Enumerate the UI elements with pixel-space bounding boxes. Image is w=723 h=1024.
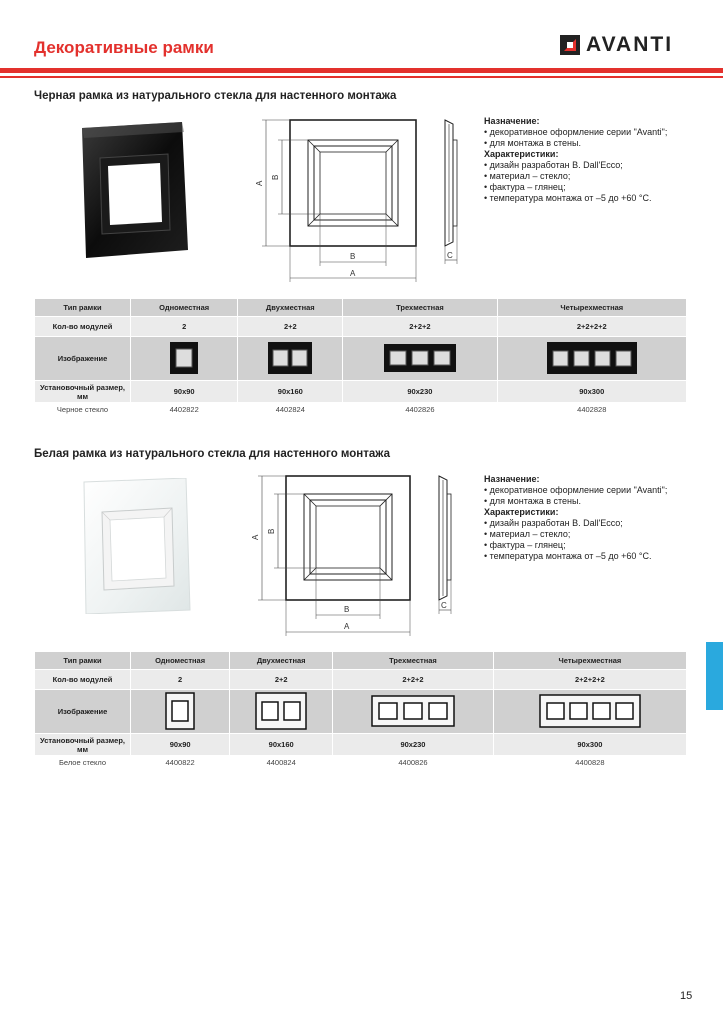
- type-cell: Трехместная: [343, 299, 497, 317]
- description-white: [484, 474, 667, 562]
- frame-image-4: [497, 337, 686, 381]
- size-cell: 90x300: [497, 381, 686, 403]
- section-title-black: Черная рамка из натурального стекла для настенного монтажа: [34, 90, 397, 102]
- code-cell: 4400826: [333, 756, 494, 770]
- feature-item: • фактура – глянец;: [484, 182, 566, 192]
- dim-a-vertical: A: [251, 534, 260, 540]
- size-cell: 90x230: [343, 381, 497, 403]
- code-cell: 4402822: [131, 403, 238, 417]
- row-label-image: Изображение: [35, 337, 131, 381]
- type-cell: Одноместная: [131, 652, 230, 670]
- purpose-item: • для монтажа в стены.: [484, 138, 581, 148]
- spec-table-black: [34, 298, 687, 417]
- dim-a-horizontal: A: [350, 269, 356, 278]
- row-label-material: Черное стекло: [35, 403, 131, 417]
- modules-cell: 2: [131, 670, 230, 690]
- modules-cell: 2: [131, 317, 238, 337]
- section-title-white: Белая рамка из натурального стекла для настенного монтажа: [34, 448, 390, 460]
- code-cell: 4402824: [238, 403, 343, 417]
- row-label-type: Тип рамки: [35, 652, 131, 670]
- modules-cell: 2+2: [238, 317, 343, 337]
- feature-item: • дизайн разработан B. Dall'Ecco;: [484, 518, 623, 528]
- dim-c: C: [447, 251, 453, 260]
- avanti-logo: [560, 33, 673, 57]
- dim-b-horizontal: B: [344, 605, 350, 614]
- features-heading: Характеристики:: [484, 507, 559, 517]
- dim-c: C: [441, 601, 447, 610]
- row-label-size: Установочный размер, мм: [35, 381, 131, 403]
- black-frame-drawing: [250, 112, 480, 287]
- features-heading: Характеристики:: [484, 149, 559, 159]
- size-cell: 90x300: [493, 734, 686, 756]
- frame-image-4: [493, 690, 686, 734]
- spec-table-white: [34, 651, 687, 770]
- row-label-modules: Кол-во модулей: [35, 317, 131, 337]
- row-label-size: Установочный размер, мм: [35, 734, 131, 756]
- modules-cell: 2+2+2: [333, 670, 494, 690]
- modules-cell: 2+2: [230, 670, 333, 690]
- modules-cell: 2+2+2: [343, 317, 497, 337]
- purpose-item: • декоративное оформление серии "Avanti";: [484, 127, 668, 137]
- row-label-modules: Кол-во модулей: [35, 670, 131, 690]
- section-tab-marker: [706, 642, 723, 710]
- frame-image-1: [131, 337, 238, 381]
- size-cell: 90x160: [230, 734, 333, 756]
- purpose-item: • декоративное оформление серии "Avanti";: [484, 485, 668, 495]
- feature-item: • фактура – глянец;: [484, 540, 566, 550]
- frame-image-3: [343, 337, 497, 381]
- dim-b-vertical: B: [267, 528, 276, 534]
- code-cell: 4402826: [343, 403, 497, 417]
- feature-item: • температура монтажа от –5 до +60 °С.: [484, 551, 652, 561]
- white-frame-photo: [82, 478, 192, 614]
- type-cell: Трехместная: [333, 652, 494, 670]
- type-cell: Одноместная: [131, 299, 238, 317]
- type-cell: Четырехместная: [497, 299, 686, 317]
- black-frame-photo: [80, 122, 190, 258]
- type-cell: Двухместная: [230, 652, 333, 670]
- dim-a-horizontal: A: [344, 622, 350, 631]
- purpose-item: • для монтажа в стены.: [484, 496, 581, 506]
- header-rule-thin: [0, 76, 723, 78]
- row-label-type: Тип рамки: [35, 299, 131, 317]
- frame-image-1: [131, 690, 230, 734]
- frame-image-3: [333, 690, 494, 734]
- header-rule: [0, 68, 723, 73]
- page-number: 15: [680, 990, 693, 1002]
- feature-item: • материал – стекло;: [484, 171, 571, 181]
- code-cell: 4400822: [131, 756, 230, 770]
- avanti-logo-mark-icon: [560, 35, 580, 55]
- dim-a-vertical: A: [255, 180, 264, 186]
- code-cell: 4400828: [493, 756, 686, 770]
- size-cell: 90x90: [131, 381, 238, 403]
- modules-cell: 2+2+2+2: [497, 317, 686, 337]
- frame-image-2: [230, 690, 333, 734]
- page-title: Декоративные рамки: [34, 38, 214, 57]
- purpose-heading: Назначение:: [484, 116, 540, 126]
- purpose-heading: Назначение:: [484, 474, 540, 484]
- size-cell: 90x90: [131, 734, 230, 756]
- white-frame-drawing: [246, 470, 476, 640]
- row-label-image: Изображение: [35, 690, 131, 734]
- dim-b-vertical: B: [271, 174, 280, 180]
- code-cell: 4400824: [230, 756, 333, 770]
- frame-image-2: [238, 337, 343, 381]
- size-cell: 90x230: [333, 734, 494, 756]
- modules-cell: 2+2+2+2: [493, 670, 686, 690]
- code-cell: 4402828: [497, 403, 686, 417]
- description-black: [484, 116, 667, 204]
- feature-item: • дизайн разработан B. Dall'Ecco;: [484, 160, 623, 170]
- size-cell: 90x160: [238, 381, 343, 403]
- dim-b-horizontal: B: [350, 252, 356, 261]
- type-cell: Четырехместная: [493, 652, 686, 670]
- row-label-material: Белое стекло: [35, 756, 131, 770]
- avanti-logo-text: AVANTI: [586, 33, 674, 56]
- type-cell: Двухместная: [238, 299, 343, 317]
- feature-item: • материал – стекло;: [484, 529, 571, 539]
- feature-item: • температура монтажа от –5 до +60 °С.: [484, 193, 652, 203]
